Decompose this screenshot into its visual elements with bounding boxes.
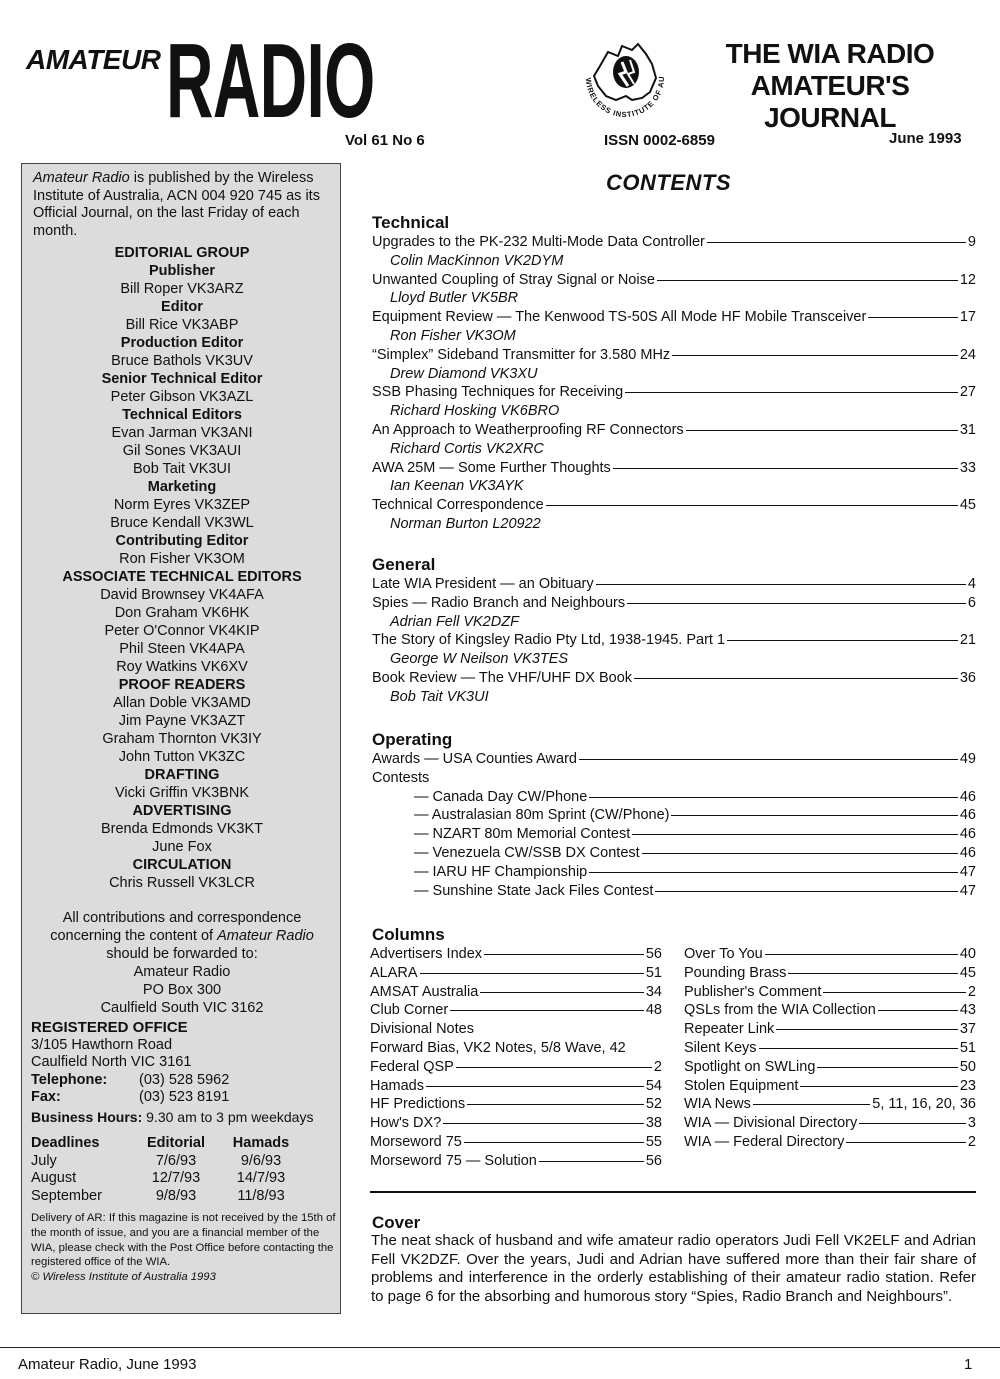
section-heading: Technical (372, 213, 450, 232)
staff-heading: Marketing (147, 479, 217, 495)
page-number: 1 (964, 1356, 973, 1373)
staff-list (22, 244, 342, 892)
toc-entry[interactable] (370, 1077, 662, 1096)
leader-line (823, 992, 966, 993)
toc-entry[interactable] (372, 594, 976, 613)
toc-entry-title: Publisher's Comment (684, 983, 822, 1000)
toc-entry-page: 45 (959, 964, 976, 981)
contributions-line1: All contributions and correspondence (62, 910, 302, 926)
staff-heading: ADVERTISING (132, 803, 232, 819)
contributions-address-1: Amateur Radio (133, 964, 231, 980)
contents-title: CONTENTS (606, 170, 731, 195)
toc-entry[interactable] (684, 1095, 976, 1114)
fax-row (31, 1089, 336, 1107)
toc-entry-title: ALARA (370, 964, 418, 981)
toc-entry-page: 27 (959, 384, 976, 401)
staff-name: Roy Watkins VK6XV (116, 659, 248, 675)
footer-rule (0, 1347, 1000, 1348)
toc-entry-page: 51 (959, 1039, 976, 1056)
toc-entry-page: 48 (645, 1002, 662, 1019)
deadline-row: August 12/7/93 14/7/93 (31, 1170, 286, 1186)
toc-entry-page: 50 (959, 1058, 976, 1075)
toc-entry-author: Richard Hosking VK6BRO (390, 403, 560, 420)
toc-entry-title: Morseword 75 — Solution (370, 1152, 537, 1169)
leader-line (788, 973, 957, 974)
toc-entry[interactable] (372, 844, 976, 863)
toc-entry-author: Drew Diamond VK3XU (390, 365, 538, 382)
toc-entry-page: 38 (645, 1115, 662, 1132)
leader-line (878, 1010, 958, 1011)
toc-entry[interactable]: Divisional Notes (370, 1021, 474, 1038)
toc-entry-title: — IARU HF Championship (414, 863, 588, 880)
toc-entry[interactable] (372, 806, 976, 825)
toc-entry-title: Book Review — The VHF/UHF DX Book (372, 669, 633, 686)
staff-name: Peter O'Connor VK4KIP (104, 623, 260, 639)
toc-entry-page: 5, 11, 16, 20, 36 (872, 1096, 976, 1113)
toc-entry-author: Colin MacKinnon VK2DYM (390, 252, 564, 269)
leader-line (776, 1029, 958, 1030)
office-address-1: 3/105 Hawthorn Road (31, 1036, 173, 1053)
section-cover (372, 1213, 976, 1233)
toc-entry-page: 40 (959, 946, 976, 962)
staff-heading: CIRCULATION (132, 857, 232, 873)
toc-entry[interactable] (370, 945, 662, 964)
toc-entry[interactable] (372, 421, 976, 440)
staff-heading: Contributing Editor (115, 533, 249, 549)
toc-entry[interactable] (370, 1039, 662, 1058)
columns-list-left (370, 945, 662, 1171)
toc-entry[interactable] (684, 1001, 976, 1020)
issue-date: June 1993 (889, 130, 962, 147)
toc-entry[interactable] (370, 1133, 662, 1152)
toc-entry-page: 23 (959, 1077, 976, 1094)
toc-entry-title: WIA — Divisional Directory (684, 1115, 858, 1132)
toc-entry[interactable] (372, 669, 976, 688)
staff-heading: Technical Editors (122, 407, 242, 423)
toc-entry-page: 34 (645, 983, 662, 1000)
toc-entry-page: 4 (967, 576, 976, 592)
toc-entry-title: Forward Bias, VK2 Notes, 5/8 Wave, (370, 1039, 606, 1056)
toc-entry-page: 17 (959, 309, 976, 326)
toc-entry[interactable] (372, 308, 976, 327)
toc-entry-title: Technical Correspondence (372, 497, 544, 514)
staff-name: Bob Tait VK3UI (132, 461, 232, 477)
leader-line (596, 584, 966, 585)
toc-entry-title: Morseword 75 (370, 1133, 462, 1150)
toc-entry[interactable] (370, 964, 662, 983)
delivery-note-text: Delivery of AR: If this magazine is not received by the 15th of the month of issue, and you are a financial member of the WIA, please check with the Post Office before contacting the registered office of the WIA. (31, 1212, 336, 1269)
toc-entry-title: Silent Keys (684, 1039, 757, 1056)
section-technical (372, 213, 976, 534)
issn: ISSN 0002-6859 (604, 132, 715, 149)
staff-name: Graham Thornton VK3IY (102, 731, 262, 747)
contributions-note (22, 909, 342, 1017)
staff-name: Bruce Kendall VK3WL (110, 515, 254, 531)
toc-entry-page: 21 (959, 632, 976, 649)
toc-entry[interactable] (372, 496, 976, 515)
toc-entry-title: Spies — Radio Branch and Neighbours (372, 594, 626, 611)
toc-entry-title: WIA — Federal Directory (684, 1133, 845, 1150)
staff-name: Gil Sones VK3AUI (122, 443, 242, 459)
leader-line (632, 834, 958, 835)
staff-heading: DRAFTING (144, 767, 220, 783)
toc-entry[interactable] (684, 1058, 976, 1077)
leader-line (657, 280, 958, 281)
leader-line (426, 1086, 644, 1087)
leader-line (655, 891, 957, 892)
staff-heading: Senior Technical Editor (101, 371, 263, 387)
toc-entry[interactable] (372, 788, 976, 807)
toc-entry-page: 46 (959, 788, 976, 805)
toc-entry-page: 37 (959, 1021, 976, 1038)
wia-logo-graphic (572, 38, 678, 124)
toc-entry-page: 12 (959, 271, 976, 288)
toc-entry-title: Repeater Link (684, 1021, 775, 1038)
staff-heading: Editor (161, 299, 203, 315)
journal-title-line2: AMATEUR'S JOURNAL (750, 70, 910, 133)
fax-label: Fax: (31, 1089, 61, 1105)
staff-heading: EDITORIAL GROUP (114, 245, 250, 261)
telephone-row (31, 1072, 336, 1090)
toc-entry-author: Norman Burton L20922 (390, 515, 541, 532)
leader-line (671, 815, 957, 816)
leader-line (634, 678, 958, 679)
toc-entry-page: 42 (609, 1039, 626, 1056)
toc-entry-page: 33 (959, 459, 976, 476)
leader-line (686, 430, 958, 431)
copyright-notice: © Wireless Institute of Australia 1993 (31, 1271, 216, 1284)
staff-name: Phil Steen VK4APA (119, 641, 245, 657)
registered-office-heading: REGISTERED OFFICE (31, 1019, 188, 1036)
staff-name: Evan Jarman VK3ANI (111, 425, 253, 441)
volume-number: Vol 61 No 6 (345, 132, 425, 149)
deadline-row: July 7/6/93 9/6/93 (31, 1152, 282, 1169)
section-heading: Operating (372, 730, 453, 749)
leader-line (450, 1010, 644, 1011)
toc-entry-title: Spotlight on SWLing (684, 1058, 816, 1075)
leader-line (727, 640, 958, 641)
toc-entry-title: HF Predictions (370, 1096, 466, 1113)
leader-line (589, 872, 958, 873)
toc-entry[interactable] (372, 271, 976, 290)
journal-title (684, 38, 976, 134)
contributions-address-3: Caulfield South VIC 3162 (100, 1000, 264, 1016)
journal-title-line1: THE WIA RADIO (725, 38, 935, 69)
leader-line (753, 1104, 870, 1105)
toc-entry[interactable] (372, 383, 976, 402)
contributions-line3: should be forwarded to: (106, 946, 258, 962)
publisher-statement-text: is published by the Wireless Institute of Australia, ACN 004 920 745 as its Official Journal, on the last Friday of each month. (33, 170, 320, 239)
toc-entry-page: 47 (959, 882, 976, 899)
toc-entry-page: 52 (645, 1096, 662, 1113)
toc-entry-page: 2 (967, 1133, 976, 1150)
general-entries (372, 575, 976, 707)
leader-line (627, 603, 966, 604)
toc-entry-page: 47 (959, 863, 976, 880)
staff-heading: Publisher (148, 263, 216, 279)
staff-name: Vicki Griffin VK3BNK (114, 785, 250, 801)
toc-entry-page: 43 (959, 1002, 976, 1019)
toc-entry-page: 2 (653, 1058, 662, 1075)
leader-line (613, 468, 958, 469)
toc-entry-page: 51 (645, 964, 662, 981)
staff-heading: Production Editor (120, 335, 244, 351)
staff-name: David Brownsey VK4AFA (100, 587, 264, 603)
masthead-radio: RADIO (166, 22, 375, 140)
toc-entry-title: Over To You (684, 946, 763, 962)
toc-entry[interactable] (684, 983, 976, 1002)
leader-line (456, 1067, 652, 1068)
toc-entry-page: 6 (967, 594, 976, 611)
toc-entry[interactable] (684, 1020, 976, 1039)
staff-heading: ASSOCIATE TECHNICAL EDITORS (62, 569, 302, 585)
staff-name: Brenda Edmonds VK3KT (100, 821, 263, 837)
toc-entry[interactable] (370, 983, 662, 1002)
leader-line (484, 954, 644, 955)
leader-line (467, 1104, 644, 1105)
toc-entry-author: George W Neilson VK3TES (390, 651, 569, 668)
leader-line (800, 1086, 957, 1087)
toc-entry[interactable] (372, 575, 976, 594)
toc-entry[interactable] (684, 964, 976, 983)
toc-entry-page: 9 (967, 234, 976, 250)
toc-entry[interactable] (372, 825, 976, 844)
toc-entry[interactable] (372, 863, 976, 882)
contributions-address-2: PO Box 300 (142, 982, 222, 998)
toc-entry[interactable] (372, 882, 976, 901)
section-heading: General (372, 555, 436, 574)
staff-name: June Fox (152, 839, 212, 855)
toc-entry-title: Pounding Brass (684, 964, 787, 981)
toc-entry-title: — Sunshine State Jack Files Contest (414, 882, 654, 899)
toc-entry-title: How's DX? (370, 1115, 442, 1132)
publisher-statement (33, 170, 335, 240)
contest-entries (372, 788, 976, 901)
toc-entry-author: Richard Cortis VK2XRC (390, 440, 544, 457)
leader-line (642, 853, 958, 854)
toc-entry-author: Ron Fisher VK3OM (390, 327, 516, 344)
toc-entry-page: 46 (959, 826, 976, 843)
staff-name: Allan Doble VK3AMD (113, 695, 251, 711)
toc-entry-title: — Venezuela CW/SSB DX Contest (414, 844, 640, 861)
toc-entry-title: Club Corner (370, 1002, 449, 1019)
leader-line (765, 954, 958, 955)
office-address-2: Caulfield North VIC 3161 (31, 1054, 192, 1070)
masthead-sidebar (21, 163, 341, 1314)
staff-name: Peter Gibson VK3AZL (110, 389, 254, 405)
leader-line (579, 759, 958, 760)
staff-name: Jim Payne VK3AZT (118, 713, 246, 729)
toc-entry[interactable] (372, 233, 976, 252)
leader-line (480, 992, 644, 993)
toc-entry-title: Unwanted Coupling of Stray Signal or Noise (372, 271, 655, 288)
toc-entry-page: 49 (959, 751, 976, 767)
toc-entry[interactable] (372, 631, 976, 650)
wia-logo (572, 38, 678, 124)
toc-entry-page: 54 (645, 1077, 662, 1094)
publication-name: Amateur Radio (33, 170, 130, 186)
business-hours: Business Hours: 9.30 am to 3 pm weekdays (31, 1108, 314, 1125)
leader-line (817, 1067, 957, 1068)
staff-heading: PROOF READERS (118, 677, 246, 693)
toc-entry-title: — Australasian 80m Sprint (CW/Phone) (414, 807, 670, 824)
leader-line (589, 797, 958, 798)
contributions-line2: concerning the content of Amateur Radio (50, 928, 314, 944)
toc-entry-title: QSLs from the WIA Collection (684, 1002, 876, 1019)
staff-name: Norm Eyres VK3ZEP (113, 497, 251, 513)
leader-line (759, 1048, 958, 1049)
staff-name: John Tutton VK3ZC (118, 749, 246, 765)
deadlines-header: Deadlines Editorial Hamads (31, 1135, 290, 1151)
registered-office (31, 1019, 336, 1126)
toc-entry[interactable] (370, 1152, 662, 1171)
technical-entries (372, 233, 976, 534)
deadline-row: September 9/8/93 11/8/93 (31, 1187, 285, 1204)
telephone-number: (03) 528 5962 (139, 1071, 230, 1088)
leader-line (546, 505, 958, 506)
toc-entry[interactable] (372, 750, 976, 769)
toc-entry-title: AMSAT Australia (370, 983, 479, 1000)
toc-entry[interactable] (370, 1114, 662, 1133)
toc-entry-title: Equipment Review — The Kenwood TS-50S All Mode HF Mobile Transceiver (372, 309, 867, 326)
toc-entry[interactable] (684, 945, 976, 964)
toc-entry[interactable] (370, 1001, 662, 1020)
toc-entry-page: 31 (959, 421, 976, 438)
section-general (372, 555, 976, 707)
toc-entry-title: Awards — USA Counties Award (372, 751, 577, 767)
cover-divider (370, 1191, 976, 1193)
toc-entry-title: WIA News (684, 1096, 751, 1113)
toc-entry-title: — NZART 80m Memorial Contest (414, 826, 631, 843)
staff-name: Ron Fisher VK3OM (119, 551, 245, 567)
toc-entry-page: 46 (959, 807, 976, 824)
leader-line (539, 1161, 644, 1162)
toc-entry[interactable] (370, 1095, 662, 1114)
toc-entry[interactable] (684, 1077, 976, 1096)
toc-entry-page: 36 (959, 669, 976, 686)
cover-description: The neat shack of husband and wife amateur radio operators Judi Fell VK2ELF and Adrian Fell VK2DZF. Over the years, Judi and Adrian have suffered more than their fair share of problems and interference in the orderly establishing of their amateur radio station. Refer to page 6 for the absorbing and humorous story “Spies, Radio Branch and Neighbours”. (371, 1232, 976, 1306)
staff-name: Don Graham VK6HK (114, 605, 250, 621)
leader-line (672, 355, 958, 356)
toc-entry-page: 46 (959, 844, 976, 861)
toc-entry-page: 55 (645, 1133, 662, 1150)
toc-entry-title: Stolen Equipment (684, 1077, 799, 1094)
toc-entry-page: 24 (959, 346, 976, 363)
toc-entry-title: An Approach to Weatherproofing RF Connectors (372, 421, 684, 438)
toc-entry-author: Ian Keenan VK3AYK (390, 478, 524, 495)
toc-entry-title: SSB Phasing Techniques for Receiving (372, 384, 624, 401)
fax-number: (03) 523 8191 (139, 1089, 230, 1105)
toc-entry-author: Adrian Fell VK2DZF (390, 613, 519, 630)
toc-entry-title: Advertisers Index (370, 946, 483, 962)
toc-entry-page: 56 (645, 946, 662, 962)
toc-entry[interactable] (684, 1114, 976, 1133)
footer-publication: Amateur Radio, June 1993 (18, 1356, 197, 1373)
toc-entry-title: — Canada Day CW/Phone (414, 788, 588, 805)
toc-entry[interactable] (372, 459, 976, 478)
toc-entry-title: “Simplex” Sideband Transmitter for 3.580 MHz (372, 346, 671, 363)
staff-name: Bill Rice VK3ABP (125, 317, 239, 333)
toc-entry-page: 45 (959, 497, 976, 514)
section-heading: Columns (372, 925, 445, 944)
toc-entry[interactable] (372, 346, 976, 365)
toc-entry-author: Bob Tait VK3UI (390, 688, 489, 705)
leader-line (443, 1123, 644, 1124)
section-operating (372, 730, 976, 900)
delivery-note (31, 1211, 336, 1285)
toc-entry[interactable] (684, 1039, 976, 1058)
contests-label: Contests (372, 769, 430, 786)
telephone-label: Telephone: (31, 1071, 108, 1088)
toc-entry[interactable] (684, 1133, 976, 1152)
toc-entry-author: Lloyd Butler VK5BR (390, 290, 519, 307)
leader-line (420, 973, 644, 974)
leader-line (464, 1142, 644, 1143)
leader-line (859, 1123, 966, 1124)
toc-entry-title: Hamads (370, 1077, 424, 1094)
deadlines-table (31, 1135, 336, 1205)
toc-entry-page: 3 (967, 1115, 976, 1132)
leader-line (868, 317, 958, 318)
toc-entry-title: Late WIA President — an Obituary (372, 576, 594, 592)
section-heading: Cover (372, 1213, 421, 1232)
columns-list-right (684, 945, 976, 1152)
leader-line (707, 242, 966, 243)
toc-entry-page: 56 (645, 1152, 662, 1169)
logo-ring-text: WIRELESS INSTITUTE OF AU (583, 75, 667, 120)
toc-entry-title: AWA 25M — Some Further Thoughts (372, 459, 611, 476)
staff-name: Bruce Bathols VK3UV (111, 353, 253, 369)
toc-entry-title: Federal QSP (370, 1058, 454, 1075)
toc-entry-page: 2 (967, 983, 976, 1000)
leader-line (846, 1142, 966, 1143)
masthead-amateur: AMATEUR (26, 44, 161, 75)
leader-line (625, 392, 958, 393)
staff-name: Bill Roper VK3ARZ (120, 281, 244, 297)
toc-entry-title: Upgrades to the PK-232 Multi-Mode Data Controller (372, 234, 705, 250)
toc-entry[interactable] (370, 1058, 662, 1077)
staff-name: Chris Russell VK3LCR (109, 875, 255, 891)
section-columns (372, 925, 976, 945)
toc-entry-title: The Story of Kingsley Radio Pty Ltd, 1938-1945. Part 1 (372, 632, 726, 649)
